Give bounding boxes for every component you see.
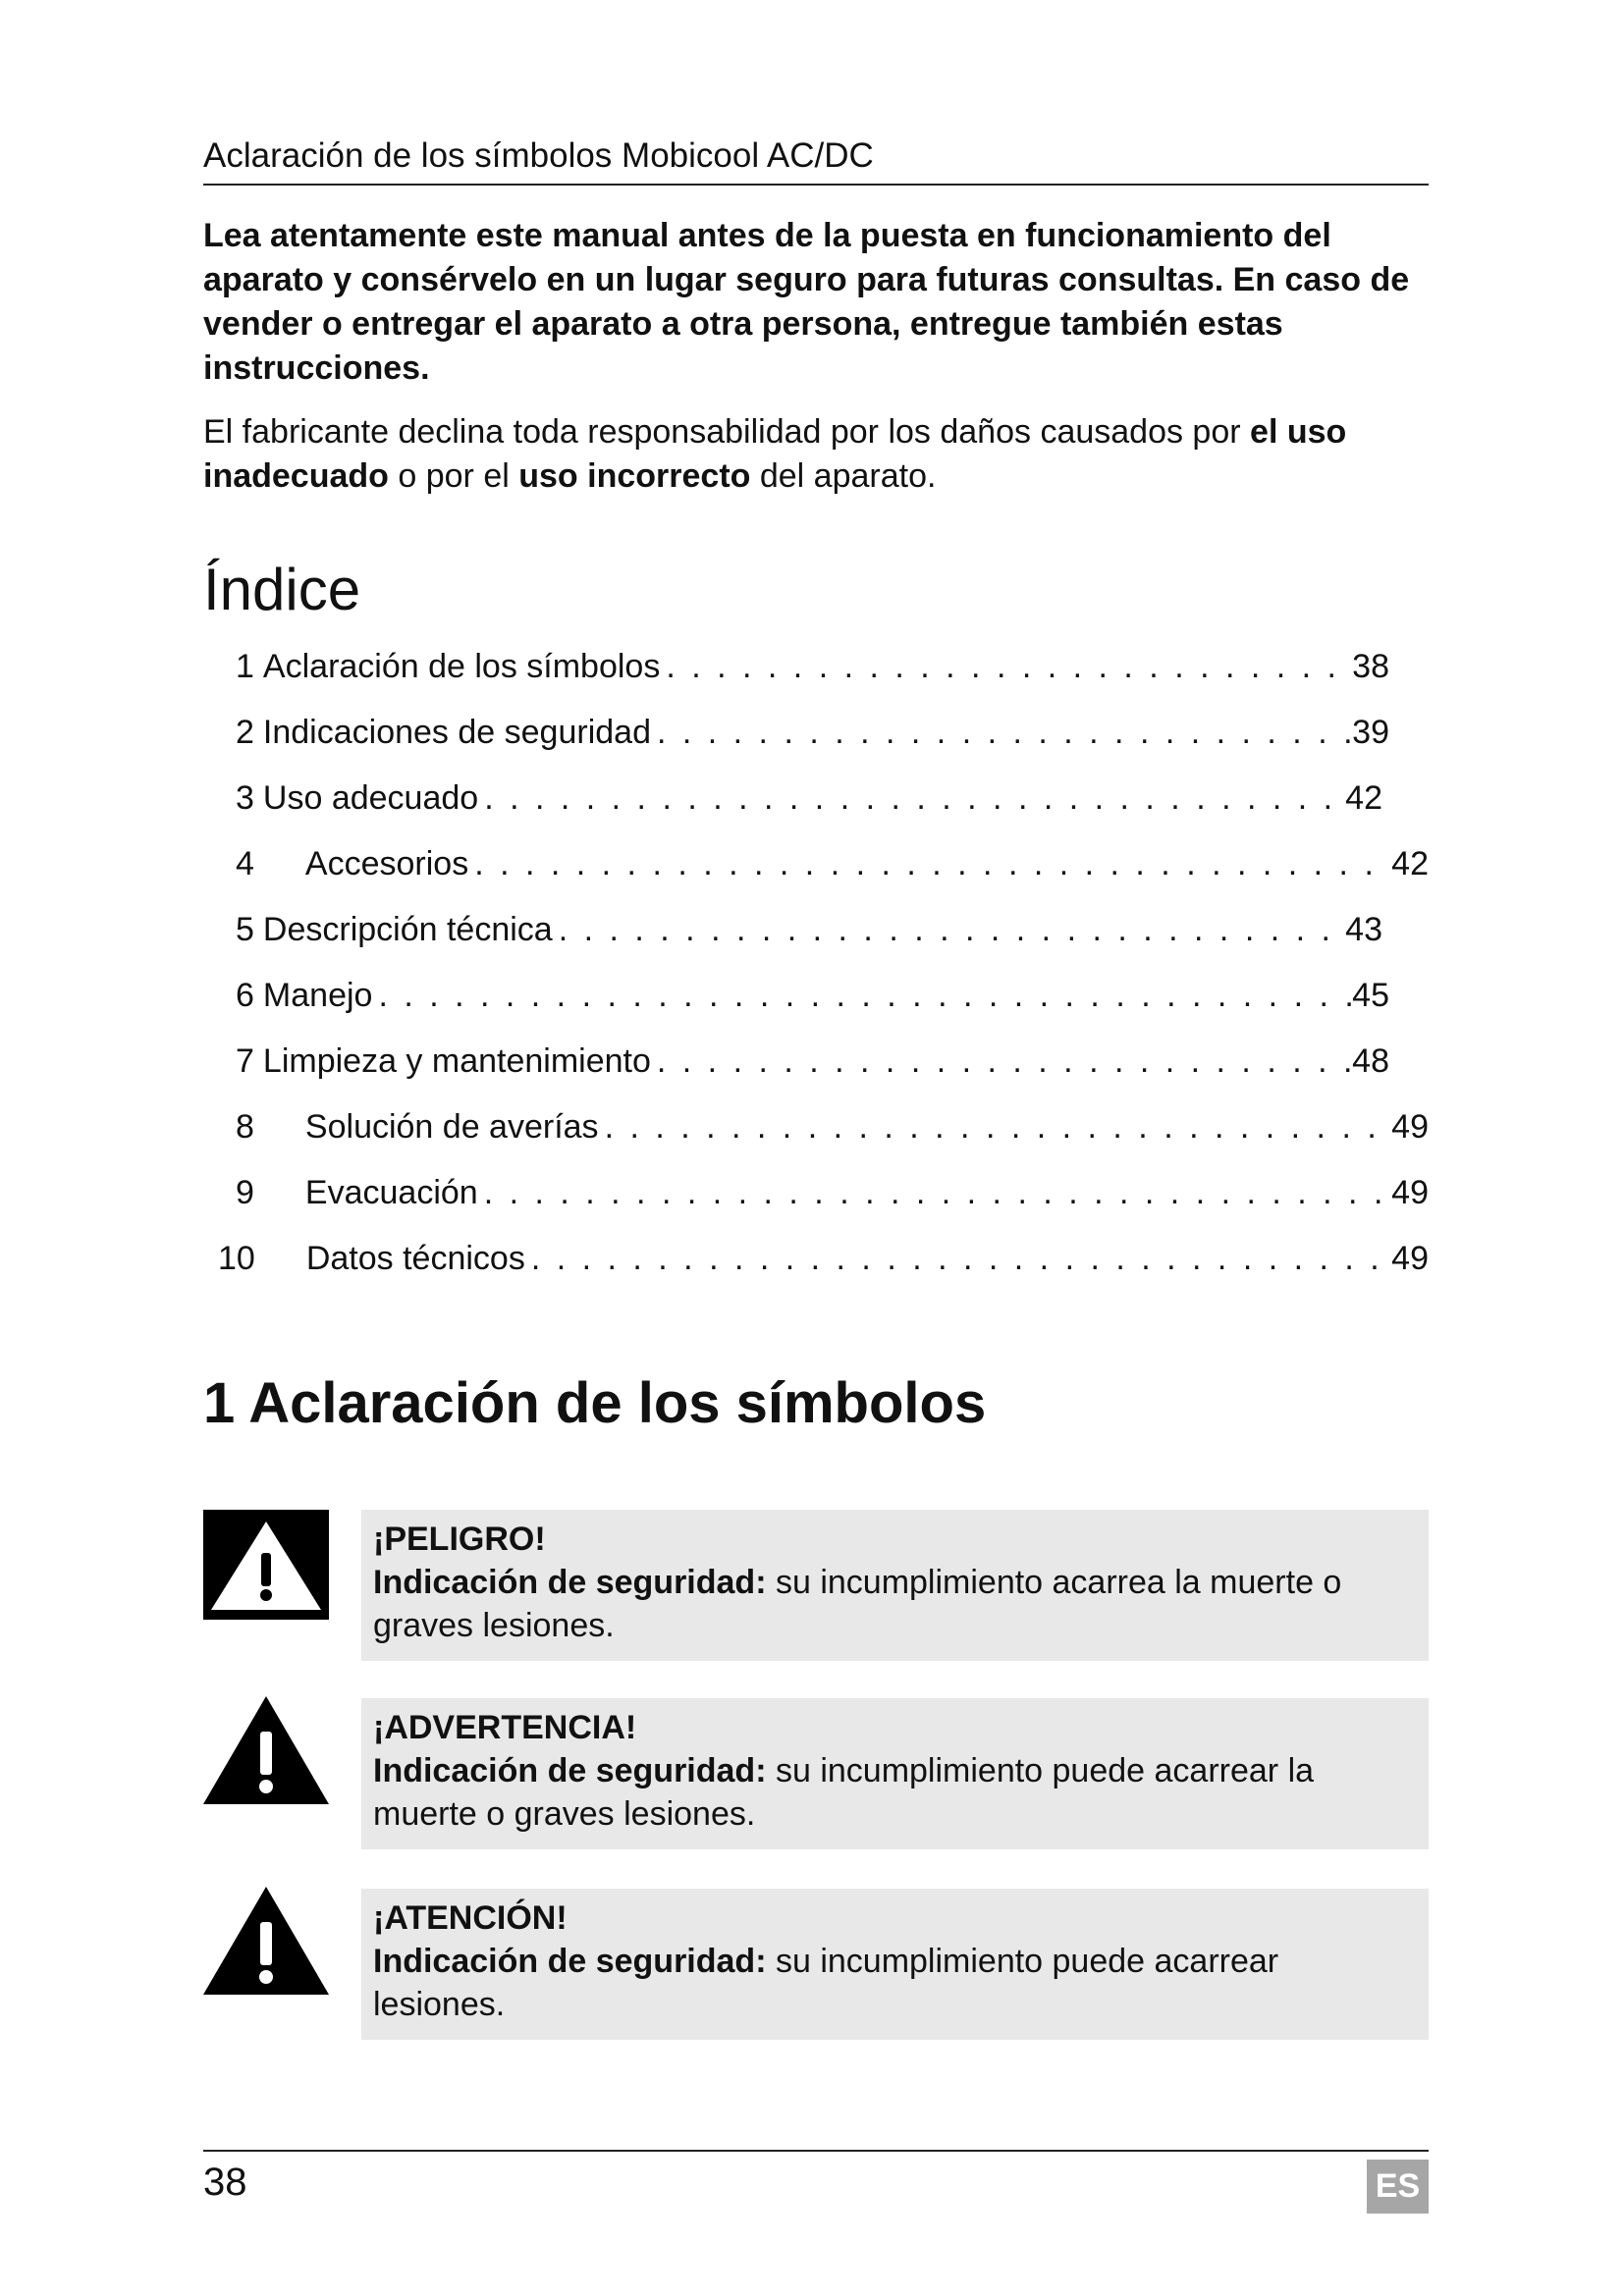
toc-item-number: 5: [236, 911, 254, 948]
warning-icon: [203, 1696, 329, 1806]
language-badge: ES: [1367, 2160, 1429, 2214]
danger-icon: [203, 1510, 329, 1620]
toc-item-page: 49: [1391, 1174, 1429, 1211]
toc-item-number: 4: [236, 845, 254, 882]
notice-text: su incumplimiento puede acarrear lesiones.: [373, 1943, 1279, 2023]
toc-item-number: 8: [236, 1108, 254, 1146]
notice-title: ¡PELIGRO!: [373, 1521, 546, 1558]
toc-item-page: 49: [1391, 1108, 1429, 1146]
running-header: Aclaración de los símbolos Mobicool AC/DC: [203, 136, 874, 175]
toc-item[interactable]: [236, 1169, 1429, 1216]
toc-item[interactable]: [236, 643, 1389, 690]
toc-item-title: Accesorios: [304, 845, 469, 882]
toc-item[interactable]: [236, 774, 1382, 822]
caution-icon: [203, 1887, 329, 1997]
toc-item[interactable]: [236, 906, 1382, 953]
notice-danger: [361, 1510, 1429, 1661]
toc-item-title: Limpieza y mantenimiento: [262, 1042, 651, 1080]
notice-title: ¡ADVERTENCIA!: [373, 1709, 637, 1746]
intro-warning-paragraph: Lea atentamente este manual antes de la puesta en funcionamiento del aparato y consérvelo en un lugar seguro para futuras consultas. En caso de vender o entregar el aparato a otra persona, entregue también estas instrucciones.: [203, 217, 1410, 387]
toc-leader-dots: [651, 1038, 1352, 1085]
toc-item[interactable]: [236, 709, 1389, 756]
toc-item-page: 42: [1345, 779, 1382, 817]
notice-text: su incumplimiento acarrea la muerte o graves lesiones.: [373, 1564, 1342, 1644]
disclaimer-paragraph: [203, 410, 1429, 499]
toc-leader-dots: [478, 1169, 1391, 1216]
toc-leader-dots: [660, 643, 1352, 690]
toc-leader-dots: [478, 774, 1345, 822]
toc-item-title: Aclaración de los símbolos: [262, 648, 661, 685]
notice-title: ¡ATENCIÓN!: [373, 1899, 568, 1937]
toc-item-page: 49: [1391, 1240, 1429, 1277]
toc-item-page: 45: [1352, 977, 1389, 1014]
toc-item[interactable]: [218, 1235, 1429, 1282]
section-heading: 1 Aclaración de los símbolos: [203, 1371, 987, 1435]
disclaimer-bold-2: uso incorrecto: [518, 457, 751, 495]
disclaimer-text-2: o por el: [388, 457, 519, 495]
toc-item-number: 2: [236, 714, 254, 751]
disclaimer-text-1: El fabricante declina toda responsabilidad por los daños causados por: [203, 413, 1251, 451]
notice-label: Indicación de seguridad:: [373, 1943, 767, 1980]
toc-item-title: Solución de averías: [304, 1108, 599, 1146]
toc-item-page: 43: [1345, 911, 1382, 948]
toc-leader-dots: [599, 1103, 1392, 1150]
toc-item-number: 7: [236, 1042, 254, 1080]
notice-label: Indicación de seguridad:: [373, 1752, 767, 1789]
toc-leader-dots: [372, 972, 1352, 1019]
toc-item-number: 6: [236, 977, 254, 1014]
toc-item-page: 48: [1352, 1042, 1389, 1080]
toc-item-title: Datos técnicos: [305, 1240, 525, 1277]
toc-item-title: Indicaciones de seguridad: [262, 714, 651, 751]
header-divider: [203, 184, 1429, 186]
toc-item-number: 1: [236, 648, 254, 685]
notice-text: su incumplimiento puede acarrear la muerte o graves lesiones.: [373, 1752, 1315, 1833]
toc-item-number: 3: [236, 779, 254, 817]
toc-item[interactable]: [236, 840, 1429, 887]
toc-heading: Índice: [203, 557, 361, 622]
toc-item-title: Uso adecuado: [262, 779, 479, 817]
toc-item-page: 42: [1391, 845, 1429, 882]
toc-item[interactable]: [236, 972, 1389, 1019]
toc-item-title: Manejo: [262, 977, 373, 1014]
notice-body: [373, 1752, 1314, 1833]
disclaimer-text-3: del aparato.: [750, 457, 937, 495]
toc-item-title: Descripción técnica: [262, 911, 553, 948]
toc-item-title: Evacuación: [304, 1174, 478, 1211]
notice-warning: [361, 1698, 1429, 1849]
notice-body: [373, 1943, 1278, 2023]
toc-item[interactable]: [236, 1038, 1389, 1085]
disclaimer-bold-1: el uso inadecuado: [203, 413, 1347, 495]
toc-item-page: 38: [1352, 648, 1389, 685]
toc-leader-dots: [553, 906, 1345, 953]
footer-divider: [203, 2150, 1429, 2152]
toc-item-number: 9: [236, 1174, 254, 1211]
page-number: 38: [203, 2161, 247, 2204]
toc-item-page: 39: [1352, 714, 1389, 751]
notice-caution: [361, 1889, 1429, 2040]
toc-item[interactable]: [236, 1103, 1429, 1150]
toc-item-number: 10: [218, 1240, 255, 1277]
toc-leader-dots: [651, 709, 1352, 756]
toc-leader-dots: [468, 840, 1391, 887]
notice-body: [373, 1564, 1341, 1644]
notice-label: Indicación de seguridad:: [373, 1564, 767, 1601]
toc-leader-dots: [525, 1235, 1391, 1282]
